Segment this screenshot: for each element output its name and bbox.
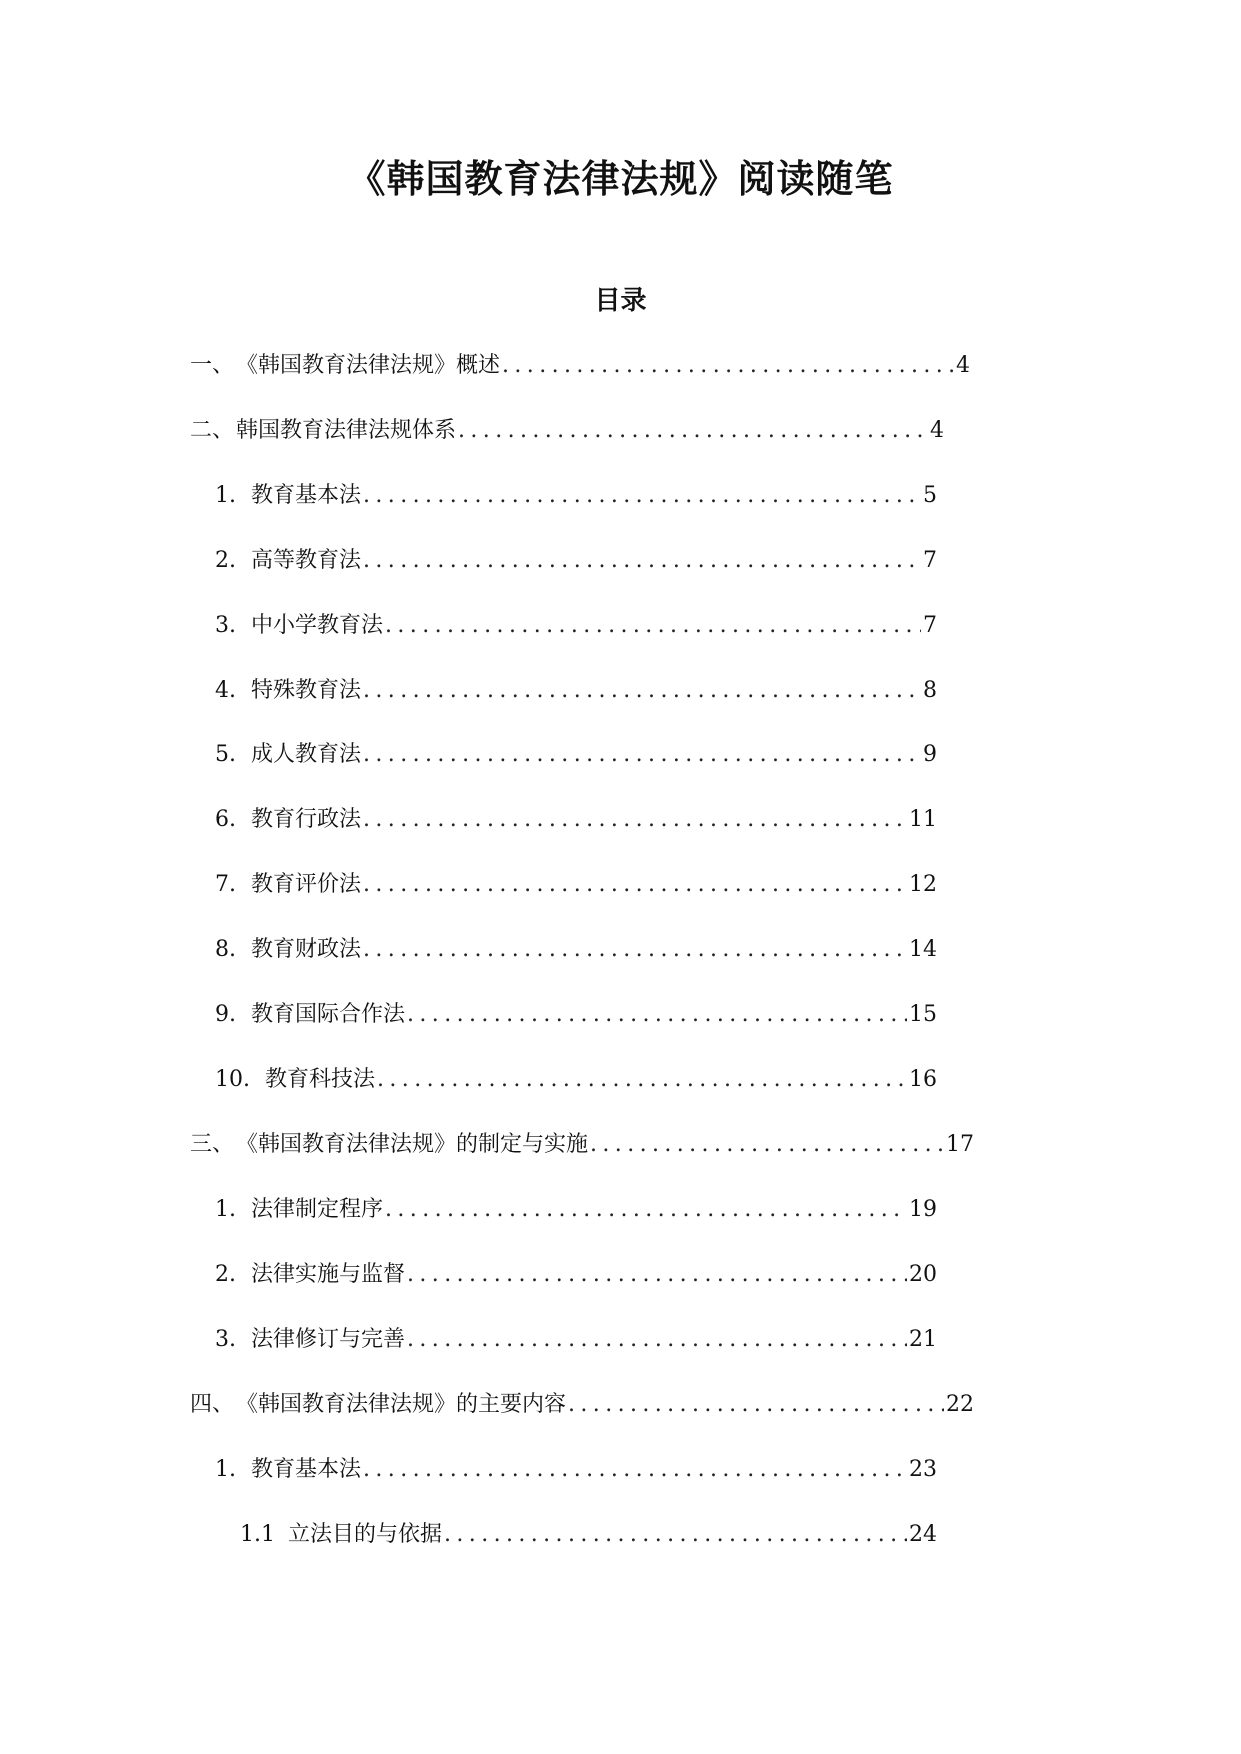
toc-entry-label: 教育行政法 [251,807,362,832]
toc-entry[interactable] [215,1452,937,1484]
toc-entry-page: 17 [946,1132,974,1157]
toc-entry[interactable] [190,1387,974,1419]
toc-entry-number: 1.1 [240,1522,275,1547]
toc-dot-leader [383,613,921,638]
toc-entry-page: 7 [923,613,937,638]
toc-entry-label: 《韩国教育法律法规》的主要内容 [236,1392,567,1417]
toc-entry[interactable] [215,1062,937,1094]
toc-entry-label: 《韩国教育法律法规》的制定与实施 [236,1132,589,1157]
toc-entry-number: 5. [215,742,236,767]
toc-entry-label: 教育基本法 [251,1457,362,1482]
toc-entry-number: 6. [215,807,236,832]
toc-dot-leader [361,548,921,573]
toc-entry[interactable] [215,478,937,510]
toc-dot-leader [361,483,921,508]
toc-entry-number: 2. [215,548,236,573]
toc-entry-page: 7 [923,548,937,573]
toc-dot-leader [405,1262,907,1287]
toc-entry-page: 15 [909,1002,937,1027]
toc-dot-leader [361,937,907,962]
toc-entry-number: 二、 [190,418,235,443]
toc-entry-number: 9. [215,1002,236,1027]
toc-entry-label: 法律实施与监督 [251,1262,406,1287]
toc-entry-label: 韩国教育法律法规体系 [236,418,457,443]
toc-entry-number: 一、 [190,353,235,378]
toc-entry-page: 11 [909,807,937,832]
toc-entry[interactable] [190,1127,974,1159]
toc-entry-page: 24 [909,1522,937,1547]
toc-entry-label: 《韩国教育法律法规》概述 [236,353,501,378]
toc-entry-number: 7. [215,872,236,897]
toc-entry-page: 12 [909,872,937,897]
toc-entry[interactable] [215,737,937,769]
toc-dot-leader [500,353,954,378]
toc-entry-label: 法律制定程序 [251,1197,384,1222]
toc-entry[interactable] [190,413,944,445]
toc-entry[interactable] [215,1192,937,1224]
toc-dot-leader [383,1197,907,1222]
toc-entry-number: 3. [215,1327,236,1352]
toc-entry[interactable] [215,932,937,964]
toc-entry-number: 4. [215,678,236,703]
toc-entry-number: 10. [215,1067,250,1092]
toc-entry-label: 成人教育法 [251,742,362,767]
toc-dot-leader [361,872,907,897]
toc-dot-leader [588,1132,944,1157]
toc-entry-label: 特殊教育法 [251,678,362,703]
toc-entry-page: 9 [923,742,937,767]
toc-dot-leader [361,807,907,832]
toc-entry-page: 20 [909,1262,937,1287]
toc-entry[interactable] [215,673,937,705]
toc-entry[interactable] [215,802,937,834]
toc-entry[interactable] [215,608,937,640]
toc-entry[interactable] [215,997,937,1029]
toc-entry-number: 2. [215,1262,236,1287]
toc-entry-page: 22 [946,1392,974,1417]
toc-heading: 目录 [594,286,647,316]
toc-entry-page: 16 [909,1067,937,1092]
toc-entry-number: 8. [215,937,236,962]
toc-entry-number: 四、 [190,1392,235,1417]
toc-entry-label: 教育国际合作法 [251,1002,406,1027]
toc-entry[interactable] [215,543,937,575]
toc-entry-number: 3. [215,613,236,638]
toc-entry-label: 法律修订与完善 [251,1327,406,1352]
toc-entry-label: 教育基本法 [251,483,362,508]
toc-entry-number: 1. [215,1457,236,1482]
toc-entry-page: 4 [930,418,944,443]
toc-dot-leader [405,1327,907,1352]
toc-entry-page: 14 [909,937,937,962]
toc-entry-label: 立法目的与依据 [288,1522,443,1547]
toc-entry-page: 23 [909,1457,937,1482]
toc-entry[interactable] [215,1322,937,1354]
toc-entry-page: 5 [923,483,937,508]
toc-dot-leader [361,678,921,703]
toc-dot-leader [566,1392,944,1417]
toc-entry-page: 21 [909,1327,937,1352]
toc-entry-number: 1. [215,483,236,508]
toc-entry-page: 19 [909,1197,937,1222]
toc-entry-number: 三、 [190,1132,235,1157]
toc-dot-leader [375,1067,907,1092]
toc-entry-label: 教育评价法 [251,872,362,897]
toc-entry[interactable] [215,1257,937,1289]
toc-entry[interactable] [215,867,937,899]
toc-dot-leader [361,742,921,767]
toc-dot-leader [405,1002,907,1027]
toc-entry-label: 中小学教育法 [251,613,384,638]
toc-entry-page: 4 [956,353,970,378]
toc-entry-label: 教育科技法 [265,1067,376,1092]
toc-entry-label: 教育财政法 [251,937,362,962]
toc-entry-page: 8 [923,678,937,703]
toc-entry-label: 高等教育法 [251,548,362,573]
toc-entry[interactable] [240,1517,937,1549]
toc-dot-leader [361,1457,907,1482]
toc-dot-leader [456,418,928,443]
toc-entry-number: 1. [215,1197,236,1222]
toc-entry[interactable] [190,348,970,380]
toc-dot-leader [442,1522,907,1547]
document-title: 《韩国教育法律法规》阅读随笔 [347,157,894,201]
